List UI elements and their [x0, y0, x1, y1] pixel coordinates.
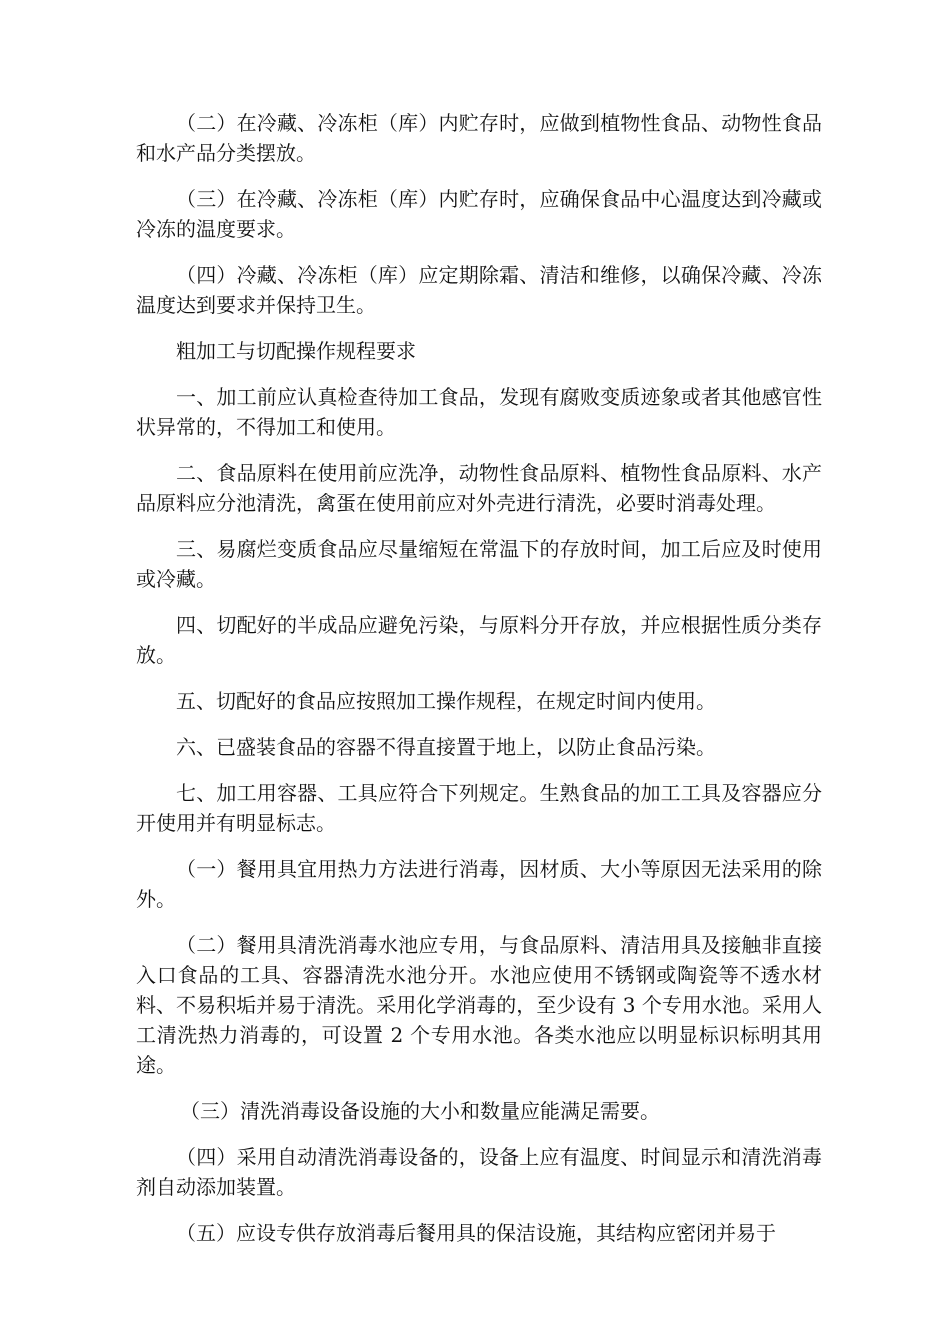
paragraph-rule-3: 三、易腐烂变质食品应尽量缩短在常温下的存放时间，加工后应及时使用或冷藏。 [136, 537, 822, 591]
paragraph-sub-3: （三）清洗消毒设备设施的大小和数量应能满足需要。 [180, 1099, 660, 1123]
paragraph-cold-storage-sorting: （二）在冷藏、冷冻柜（库）内贮存时，应做到植物性食品、动物性食品和水产品分类摆放。 [136, 111, 822, 165]
paragraph-sub-5: （五）应设专供存放消毒后餐用具的保洁设施，其结构应密闭并易于 [176, 1221, 776, 1245]
paragraph-rule-6: 六、已盛装食品的容器不得直接置于地上，以防止食品污染。 [176, 735, 716, 759]
section-heading-processing: 粗加工与切配操作规程要求 [176, 339, 416, 363]
paragraph-sub-2: （二）餐用具清洗消毒水池应专用，与食品原料、清洁用具及接触非直接入口食品的工具、容器清洗水池分开。水池应使用不锈钢或陶瓷等不透水材料、不易积垢并易于清洗。采用化学消毒的，至少设有 3 个专用水池。采用人工清洗热力消毒的，可设置 2 个专用水池。各类水池应以明显标识标明其用途。 [136, 933, 822, 1077]
paragraph-cold-storage-temperature: （三）在冷藏、冷冻柜（库）内贮存时，应确保食品中心温度达到冷藏或冷冻的温度要求。 [136, 187, 822, 241]
paragraph-sub-1: （一）餐用具宜用热力方法进行消毒，因材质、大小等原因无法采用的除外。 [136, 857, 822, 911]
paragraph-cold-storage-defrost: （四）冷藏、冷冻柜（库）应定期除霜、清洁和维修，以确保冷藏、冷冻温度达到要求并保持卫生。 [136, 263, 822, 317]
paragraph-rule-2: 二、食品原料在使用前应洗净，动物性食品原料、植物性食品原料、水产品原料应分池清洗，禽蛋在使用前应对外壳进行清洗，必要时消毒处理。 [136, 461, 822, 515]
paragraph-sub-4: （四）采用自动清洗消毒设备的，设备上应有温度、时间显示和清洗消毒剂自动添加装置。 [136, 1145, 822, 1199]
paragraph-rule-4: 四、切配好的半成品应避免污染，与原料分开存放，并应根据性质分类存放。 [136, 613, 822, 667]
paragraph-rule-5: 五、切配好的食品应按照加工操作规程，在规定时间内使用。 [176, 689, 716, 713]
paragraph-rule-1: 一、加工前应认真检查待加工食品，发现有腐败变质迹象或者其他感官性状异常的，不得加工和使用。 [136, 385, 822, 439]
paragraph-rule-7: 七、加工用容器、工具应符合下列规定。生熟食品的加工工具及容器应分开使用并有明显标志。 [136, 781, 822, 835]
